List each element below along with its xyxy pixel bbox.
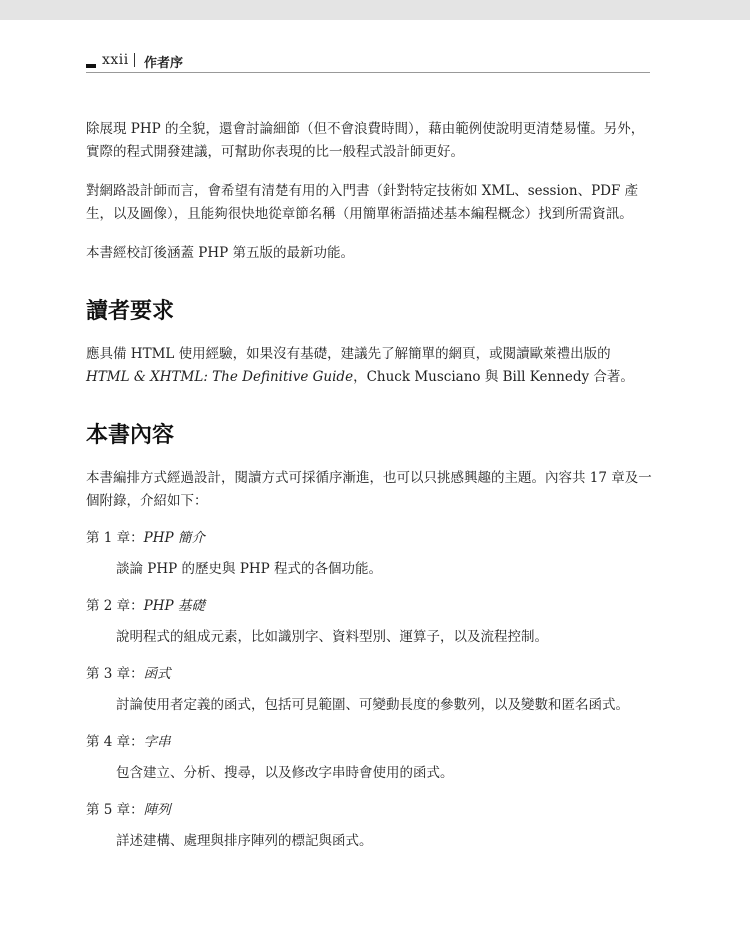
chapter-item [86, 799, 652, 853]
contents-heading: 本書內容 [86, 423, 175, 448]
page-header [86, 52, 650, 72]
header-mark [86, 64, 96, 68]
chapter-name: 函式 [143, 666, 171, 682]
chapter-description: 說明程式的組成元素，比如識別字、資料型別、運算子，以及流程控制。 [116, 629, 548, 645]
header-separator [134, 53, 135, 67]
intro-paragraph-3: 本書經校訂後涵蓋 PHP 第五版的最新功能。 [86, 245, 355, 261]
intro-paragraph-2: 對網路設計師而言，會希望有清楚有用的入門書（針對特定技術如 XML、session、PDF 產生，以及圖像），且能夠很快地從章節名稱（用簡單術語描述基本編程概念）找到所需資訊。 [86, 183, 639, 222]
chapter-description: 談論 PHP 的歷史與 PHP 程式的各個功能。 [116, 561, 383, 577]
chapter-name: 字串 [143, 734, 171, 750]
book-title: HTML & XHTML: The Definitive Guide [86, 369, 354, 385]
header-rule [86, 72, 650, 73]
chapter-title [86, 663, 652, 686]
page-body [86, 118, 652, 853]
chapter-label: 第 2 章： [86, 598, 144, 614]
readers-text-after: ，Chuck Musciano 與 Bill Kennedy 合著。 [353, 369, 634, 385]
section-title: 作者序 [144, 56, 184, 71]
chapter-label: 第 5 章： [86, 802, 144, 818]
chapter-description: 包含建立、分析、搜尋，以及修改字串時會使用的函式。 [116, 765, 454, 781]
chapter-name: PHP 簡介 [143, 530, 205, 546]
chapter-item [86, 731, 652, 785]
chapter-label: 第 1 章： [86, 530, 144, 546]
chapter-item [86, 595, 652, 649]
chapter-title [86, 595, 652, 618]
readers-heading: 讀者要求 [86, 299, 175, 324]
intro-paragraph-1: 除展現 PHP 的全貌，還會討論細節（但不會浪費時間），藉由範例使說明更清楚易懂。另外，實際的程式開發建議，可幫助你表現的比一般程式設計師更好。 [86, 121, 645, 160]
chapter-item [86, 527, 652, 581]
chapter-label: 第 3 章： [86, 666, 144, 682]
chapter-label: 第 4 章： [86, 734, 144, 750]
chapter-title [86, 799, 652, 822]
chapter-description: 詳述建構、處理與排序陣列的標記與函式。 [116, 833, 373, 849]
chapter-title [86, 731, 652, 754]
page-number: xxii [102, 52, 129, 68]
chapter-item [86, 663, 652, 717]
readers-text-before: 應具備 HTML 使用經驗，如果沒有基礎，建議先了解簡單的網頁，或閱讀歐萊禮出版的 [86, 346, 611, 362]
chapter-name: 陣列 [143, 802, 171, 818]
chapter-description: 討論使用者定義的函式，包括可見範圍、可變動長度的參數列，以及變數和匿名函式。 [116, 697, 629, 713]
chapter-title [86, 527, 652, 550]
chapter-name: PHP 基礎 [143, 598, 205, 614]
top-margin-bar [0, 0, 750, 20]
readers-paragraph [86, 343, 652, 389]
contents-intro: 本書編排方式經過設計，閱讀方式可採循序漸進，也可以只挑感興趣的主題。內容共 17 章及一個附錄，介紹如下： [86, 470, 652, 509]
